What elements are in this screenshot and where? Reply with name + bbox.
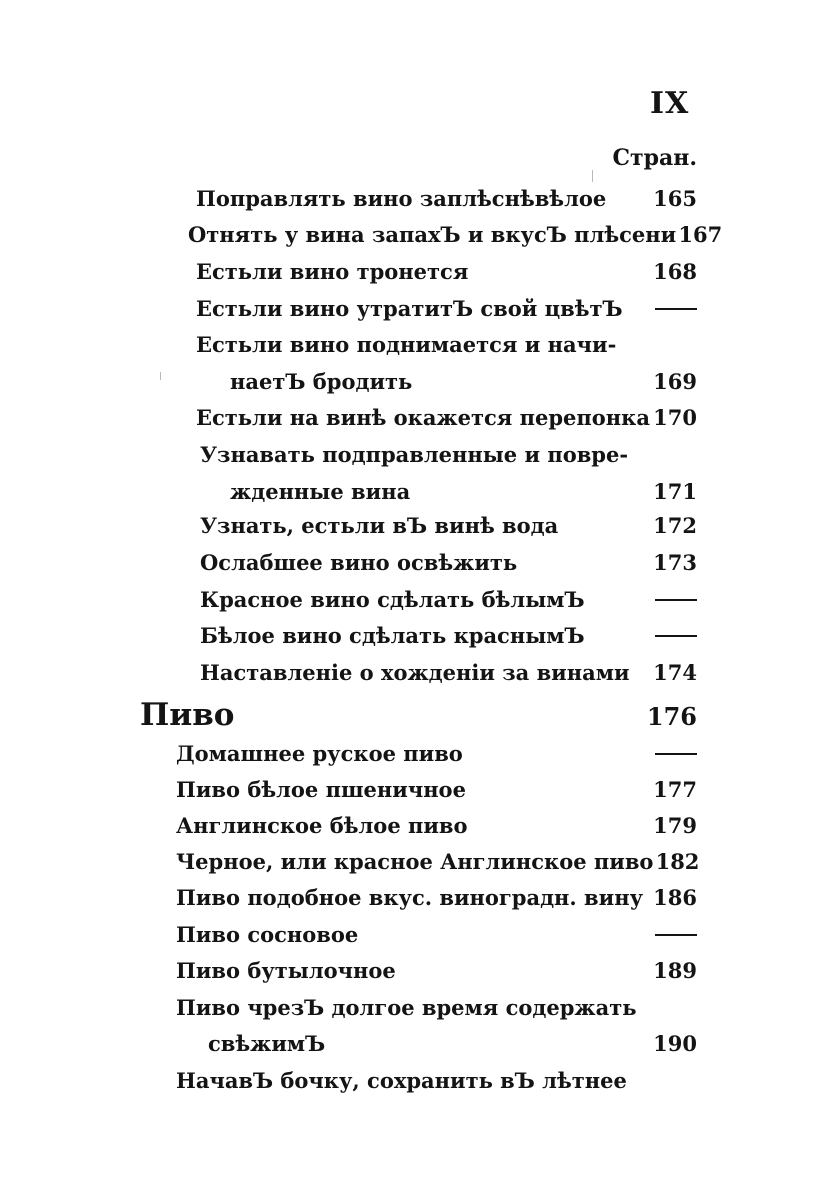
toc-entry-label: Естьли вино утратитЪ свой цвѣтЪ [196, 296, 623, 321]
toc-entry-label: Англинское бѣлое пиво [176, 813, 468, 838]
toc-entry-label: Пиво сосновое [176, 922, 359, 947]
same-page-dash [655, 599, 697, 601]
same-page-dash [655, 753, 697, 755]
toc-entry-page: 189 [653, 958, 697, 983]
toc-entry [176, 885, 697, 910]
toc-entry [208, 1031, 697, 1056]
toc-entry-page: 190 [653, 1031, 697, 1056]
toc-entry [196, 259, 697, 284]
toc-entry [200, 513, 697, 538]
toc-entry [188, 222, 723, 247]
paper-speck [160, 372, 161, 380]
toc-entry-page: 172 [653, 513, 697, 538]
toc-entry [230, 369, 697, 394]
toc-entry-label: Отнять у вина запахЪ и вкусЪ плѣсени [188, 222, 677, 247]
toc-entry-page: 173 [653, 550, 697, 575]
toc-entry [200, 623, 697, 648]
toc-entry-label: Поправлять вино заплѣснѣвѣлое [196, 186, 607, 211]
toc-entry [200, 550, 697, 575]
toc-entry [176, 849, 700, 874]
toc-entry [200, 587, 697, 612]
toc-entry-label: Естьли на винѣ окажется перепонка [196, 405, 650, 430]
section-heading [140, 697, 697, 733]
toc-entry-page: 168 [653, 259, 697, 284]
toc-entry-label: жденные вина [230, 479, 411, 504]
toc-entry [196, 332, 697, 357]
toc-entry [176, 813, 697, 838]
same-page-dash [655, 934, 697, 936]
page-column-header: Стран. [612, 145, 697, 171]
page-number: IX [650, 86, 690, 121]
toc-entry-label: Наставленіе о хожденіи за винами [200, 660, 630, 685]
toc-entry [176, 995, 697, 1020]
toc-entry [196, 296, 697, 321]
toc-entry-label: Ослабшее вино освѣжить [200, 550, 518, 575]
toc-entry-page: 170 [653, 405, 697, 430]
toc-entry [230, 479, 697, 504]
paper-speck [592, 170, 593, 182]
toc-entry [176, 1068, 697, 1093]
same-page-dash [655, 308, 697, 310]
toc-entry [176, 741, 697, 766]
toc-entry-label: Пиво бутылочное [176, 958, 396, 983]
toc-entry-label: Пиво бѣлое пшеничное [176, 777, 466, 802]
toc-entry-page: 171 [653, 479, 697, 504]
toc-entry-label: Красное вино сдѣлать бѣлымЪ [200, 587, 585, 612]
toc-entry-page: 165 [653, 186, 697, 211]
toc-entry-page: 179 [653, 813, 697, 838]
toc-entry [176, 777, 697, 802]
same-page-dash [655, 635, 697, 637]
toc-entry [176, 922, 697, 947]
toc-entry [200, 442, 697, 467]
toc-entry [200, 660, 697, 685]
section-heading-label: Пиво [140, 697, 235, 733]
section-heading-page: 176 [646, 702, 697, 731]
toc-entry [196, 186, 697, 211]
toc-entry-page: 174 [653, 660, 697, 685]
toc-entry-page: 186 [653, 885, 697, 910]
toc-entry-label: Пиво чрезЪ долгое время содержать [176, 995, 637, 1020]
toc-entry-page: 169 [653, 369, 697, 394]
toc-entry-page: 182 [655, 849, 700, 874]
toc-entry-label: свѣжимЪ [208, 1031, 326, 1056]
toc-entry-label: Узнать, естьли вЪ винѣ вода [200, 513, 559, 538]
toc-entry-label: НачавЪ бочку, сохранить вЪ лѣтнее [176, 1068, 627, 1093]
toc-entry-label: Домашнее руское пиво [176, 741, 463, 766]
toc-entry-label: Бѣлое вино сдѣлать краснымЪ [200, 623, 585, 648]
toc-entry [196, 405, 697, 430]
toc-entry-label: Черное, или красное Англинское пиво [176, 849, 654, 874]
toc-entry-label: Естьли вино тронется [196, 259, 469, 284]
toc-entry-label: Пиво подобное вкус. виноградн. вину [176, 885, 644, 910]
toc-entry-label: Естьли вино поднимается и начи- [196, 332, 617, 357]
toc-entry [176, 958, 697, 983]
toc-entry-label: Узнавать подправленные и повре- [200, 442, 629, 467]
toc-entry-page: 177 [653, 777, 697, 802]
toc-entry-page: 167 [678, 222, 723, 247]
toc-entry-label: наетЪ бродить [230, 369, 413, 394]
